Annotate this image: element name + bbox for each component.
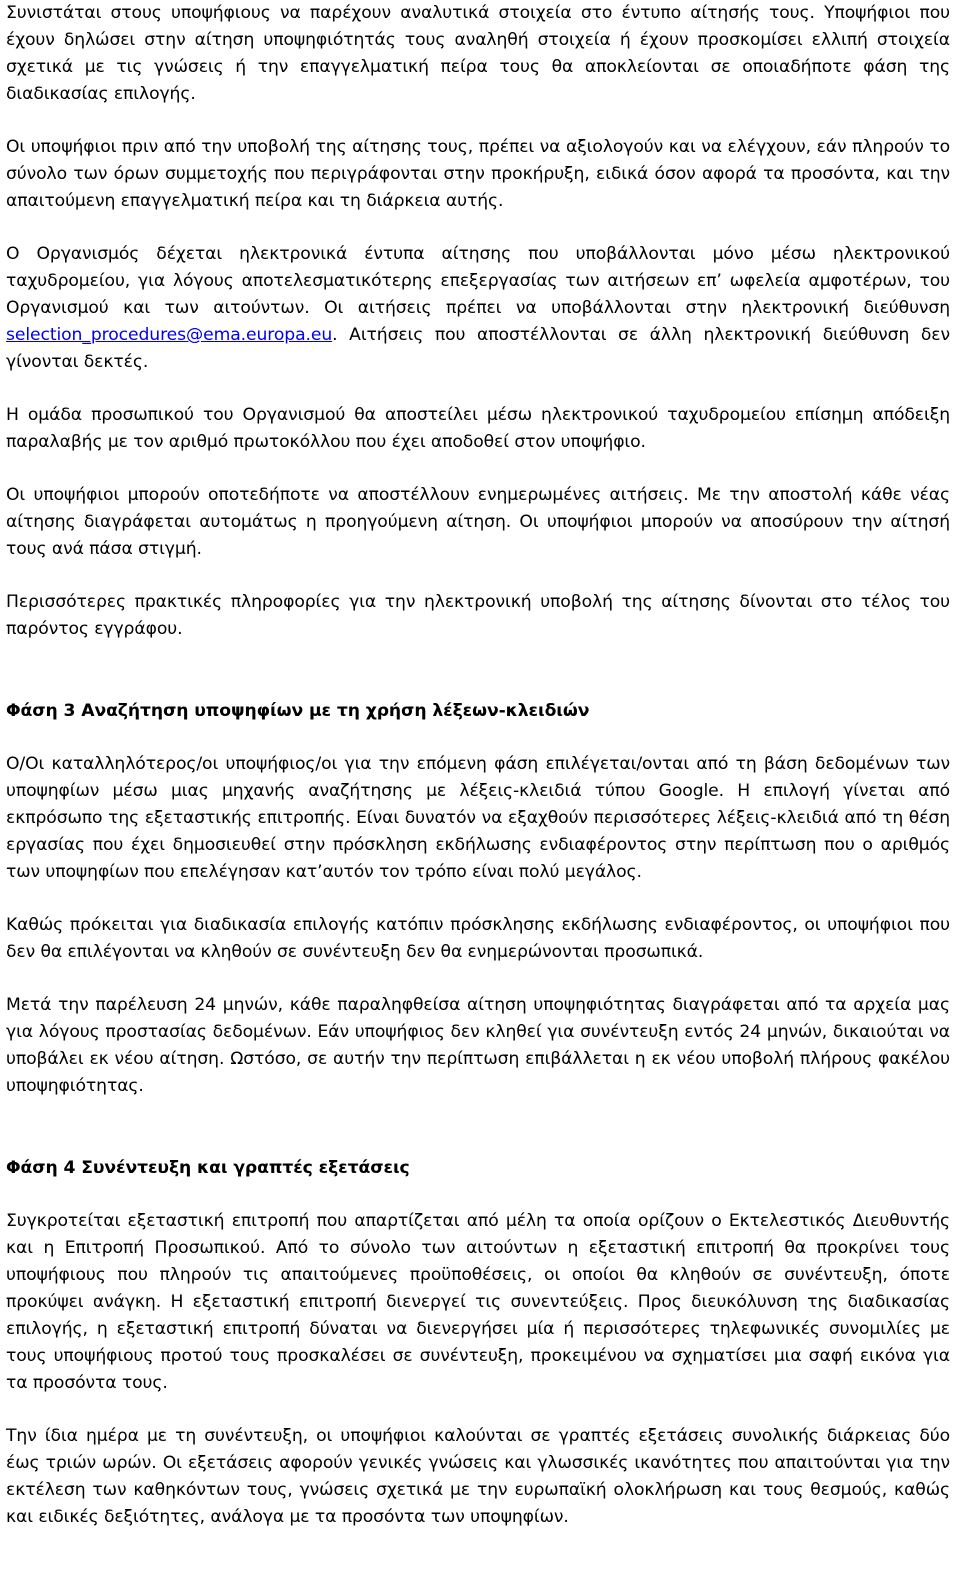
- email-link[interactable]: selection_procedures@ema.europa.eu: [6, 325, 333, 345]
- paragraph-selection-board: Συγκροτείται εξεταστική επιτροπή που απαρτίζεται από μέλη τα οποία ορίζουν ο Εκτελεστικός Διευθυντής και η Επιτροπή Προσωπικού. Από το σύνολο των αιτούντων η εξεταστική επιτροπή θα προκρίνει τους υποψήφιους που πληρούν τις απαιτούμενες προϋποθέσεις, οι οποίοι θα κληθούν σε συνέντευξη, όποτε προκύψει ανάγκη. Η εξεταστική επιτροπή διενεργεί τις συνεντεύξεις. Προς διευκόλυνση της διαδικασίας επιλογής, η εξεταστική επιτροπή δύναται να διενεργήσει μία ή περισσότερες τηλεφωνικές συνομιλίες με τους υποψήφιους προτού τους προσκαλέσει σε συνέντευξη, προκειμένου να σχηματίσει μια σαφή εικόνα για τα προσόντα τους.: [6, 1211, 950, 1393]
- paragraph-updated-applications: Οι υποψήφιοι μπορούν οποτεδήποτε να αποστέλλουν ενημερωμένες αιτήσεις. Με την αποστολή κάθε νέας αίτησης διαγράφεται αυτομάτως η προηγούμενη αίτηση. Οι υποψήφιοι μπορούν να αποσύρουν την αίτησή τους ανά πάσα στιγμή.: [6, 485, 950, 559]
- paragraph-written-tests: Την ίδια ημέρα με τη συνέντευξη, οι υποψήφιοι καλούνται σε γραπτές εξετάσεις συνολικής διάρκειας δύο έως τριών ωρών. Οι εξετάσεις αφορούν γενικές γνώσεις και γλωσσικές ικανότητες που απαιτούνται για την εκτέλεση των καθηκόντων τους, γνώσεις σχετικά με την ευρωπαϊκή ολοκλήρωση και τους θεσμούς, καθώς και ειδικές δεξιότητες, ανάλογα με τα προσόντα των υποψηφίων.: [6, 1426, 950, 1527]
- paragraph-email-submission: [6, 241, 950, 376]
- heading-phase-3: Φάση 3 Αναζήτηση υποψηφίων με τη χρήση λέξεων-κλειδιών: [6, 701, 590, 721]
- paragraph-practical-info: Περισσότερες πρακτικές πληροφορίες για την ηλεκτρονική υποβολή της αίτησης δίνονται στο τέλος του παρόντος εγγράφου.: [6, 592, 950, 639]
- paragraph-receipt: Η ομάδα προσωπικού του Οργανισμού θα αποστείλει μέσω ηλεκτρονικού ταχυδρομείου επίσημη απόδειξη παραλαβής με τον αριθμό πρωτοκόλλου που έχει αποδοθεί στον υποψήφιο.: [6, 405, 950, 452]
- paragraph-not-informed: Καθώς πρόκειται για διαδικασία επιλογής κατόπιν πρόσκλησης εκδήλωσης ενδιαφέροντος, οι υποψήφιοι που δεν θα επιλέγονται να κληθούν σε συνέντευξη δεν θα ενημερώνονται προσωπικά.: [6, 915, 950, 962]
- paragraph-data-retention: Μετά την παρέλευση 24 μηνών, κάθε παραληφθείσα αίτηση υποψηφιότητας διαγράφεται από τα αρχεία μας για λόγους προστασίας δεδομένων. Εάν υποψήφιος δεν κληθεί για συνέντευξη εντός 24 μηνών, δικαιούται να υποβάλει εκ νέου αίτηση. Ωστόσο, σε αυτήν την περίπτωση επιβάλλεται η εκ νέου υποβολή πλήρους φακέλου υποψηφιότητας.: [6, 995, 950, 1096]
- paragraph-eligibility-check: Οι υποψήφιοι πριν από την υποβολή της αίτησης τους, πρέπει να αξιολογούν και να ελέγχουν, εάν πληρούν το σύνολο των όρων συμμετοχής που περιγράφονται στην προκήρυξη, ειδικά όσον αφορά τα προσόντα, και την απαιτούμενη επαγγελματική πείρα και τη διάρκεια αυτής.: [6, 137, 950, 211]
- paragraph-email-submission-text-before: Ο Οργανισμός δέχεται ηλεκτρονικά έντυπα αίτησης που υποβάλλονται μόνο μέσω ηλεκτρονικού ταχυδρομείου, για λόγους αποτελεσματικότερης επεξεργασίας των αιτήσεων επ’ ωφελεία αμφοτέρων, του Οργανισμού και των αιτούντων. Οι αιτήσεις πρέπει να υποβάλλονται στην ηλεκτρονική διεύθυνση: [6, 244, 950, 318]
- paragraph-application-details: Συνιστάται στους υποψήφιους να παρέχουν αναλυτικά στοιχεία στο έντυπο αίτησής τους. Υποψήφιοι που έχουν δηλώσει στην αίτηση υποψηφιότητάς τους αναληθή στοιχεία ή έχουν προσκομίσει ελλιπή στοιχεία σχετικά με τις γνώσεις ή την επαγγελματική πείρα τους θα αποκλείονται σε οποιαδήποτε φάση της διαδικασίας επιλογής.: [6, 3, 950, 104]
- heading-phase-4: Φάση 4 Συνέντευξη και γραπτές εξετάσεις: [6, 1158, 410, 1178]
- paragraph-email-submission-text-after: . Αιτήσεις που αποστέλλονται σε άλλη ηλεκτρονική διεύθυνση δεν γίνονται δεκτές.: [6, 325, 950, 372]
- paragraph-keyword-search: Ο/Οι καταλληλότερος/οι υποψήφιος/οι για την επόμενη φάση επιλέγεται/ονται από τη βάση δεδομένων των υποψηφίων μέσω μιας μηχανής αναζήτησης με λέξεις-κλειδιά τύπου Google. Η επιλογή γίνεται από εκπρόσωπο της εξεταστικής επιτροπής. Είναι δυνατόν να εξαχθούν περισσότερες λέξεις-κλειδιά από τη θέση εργασίας που έχει δημοσιευθεί στην πρόσκληση εκδήλωσης ενδιαφέροντος στην περίπτωση που ο αριθμός των υποψηφίων που επελέγησαν κατ’αυτόν τον τρόπο είναι πολύ μεγάλος.: [6, 754, 950, 882]
